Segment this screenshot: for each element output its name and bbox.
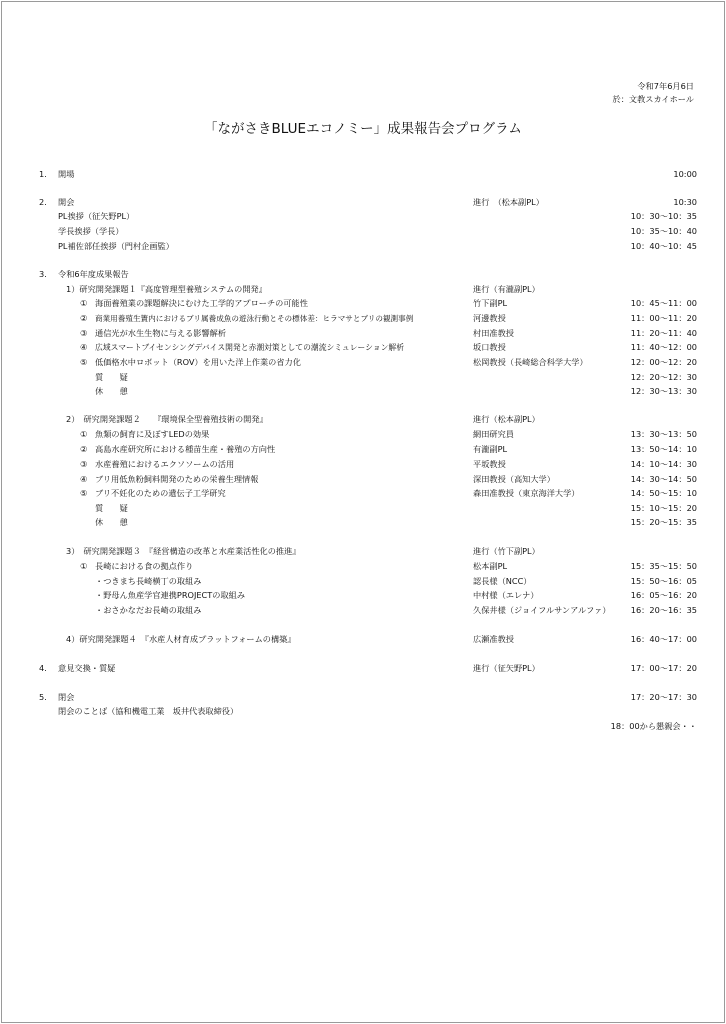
presentation-time: 15：50～16：05 bbox=[630, 576, 697, 586]
presentation-time: 14：30～14：50 bbox=[630, 474, 697, 484]
qa-time: 12：20～12：30 bbox=[630, 372, 697, 382]
section-2-number: 2. bbox=[39, 197, 47, 207]
presentation-time: 14：10～14：30 bbox=[630, 459, 697, 469]
item-number: ④ bbox=[80, 342, 88, 352]
presentation-title: 商業用養殖生簀内におけるブリ属養成魚の遊泳行動とその標体差：ヒラマサとブリの観測事例 bbox=[95, 314, 414, 323]
document-date: 令和7年6月6日 bbox=[637, 81, 694, 91]
research-1-host: 進行（有瀧副PL） bbox=[473, 284, 540, 294]
presentation-time: 13：50～14：10 bbox=[630, 444, 697, 454]
presentation-title: ブリ用低魚粉飼料開発のための栄養生理情報 bbox=[95, 474, 259, 484]
section-5-time: 17：20～17：30 bbox=[630, 692, 697, 702]
presentation-time: 14：50～15：10 bbox=[630, 488, 697, 498]
program-item-label: PL挨拶（征矢野PL） bbox=[58, 211, 135, 221]
presenter: 認長様（NCC） bbox=[473, 576, 532, 586]
presentation-time: 16：05～16：20 bbox=[630, 590, 697, 600]
qa-time: 15：10～15：20 bbox=[630, 503, 697, 513]
item-number: ② bbox=[80, 444, 88, 454]
item-number: ③ bbox=[80, 459, 88, 469]
research-1-title: 1）研究開発課題１『高度管理型養殖システムの開発』 bbox=[66, 284, 267, 294]
presenter: 有瀧副PL bbox=[473, 444, 508, 454]
presenter: 久保井様（ジョイフルサンアルファ） bbox=[473, 605, 611, 615]
document-page bbox=[1, 1, 725, 1023]
program-item-label: 学長挨拶（学長） bbox=[58, 226, 124, 236]
document-venue: 於：文教スカイホール bbox=[612, 94, 694, 104]
section-2-time: 10:30 bbox=[673, 197, 697, 207]
section-5-number: 5. bbox=[39, 692, 47, 702]
presentation-time: 16：20～16：35 bbox=[630, 605, 697, 615]
presentation-title: 広域スマートブイセンシングデバイス開発と赤潮対策としての潮流シミュレーション解析 bbox=[95, 343, 404, 352]
presenter: 松岡教授（長崎総合科学大学） bbox=[473, 357, 588, 367]
presentation-title: 通信光が水生生物に与える影響解析 bbox=[95, 328, 227, 338]
research-4-title: 4）研究開発課題４ 『水産人材育成プラットフォームの構築』 bbox=[66, 634, 296, 644]
research-2-title: 2） 研究開発課題２ 『環境保全型養殖技術の開発』 bbox=[66, 414, 268, 424]
item-number: ① bbox=[80, 298, 88, 308]
research-2-host: 進行（松本副PL） bbox=[473, 414, 540, 424]
section-4-number: 4. bbox=[39, 663, 47, 673]
item-number: ① bbox=[80, 429, 88, 439]
section-4-time: 17：00～17：20 bbox=[630, 663, 697, 673]
presenter: 広瀬准教授 bbox=[473, 634, 514, 644]
break-label: 休 憩 bbox=[95, 517, 128, 527]
closing-remarks: 閉会のことば（協和機電工業 坂井代表取締役） bbox=[58, 706, 239, 716]
reception-note: 18：00から懇親会・・ bbox=[610, 721, 697, 731]
presentation-time: 12：00～12：20 bbox=[630, 357, 697, 367]
sub-presentation-title: ・おさかなだお長崎の取組み bbox=[95, 605, 202, 615]
presentation-time: 13：30～13：50 bbox=[630, 429, 697, 439]
item-number: ④ bbox=[80, 474, 88, 484]
presentation-title: ブリ不妊化のための遺伝子工学研究 bbox=[95, 488, 226, 498]
presenter: 網田研究員 bbox=[473, 429, 514, 439]
presenter: 竹下副PL bbox=[473, 298, 508, 308]
break-label: 休 憩 bbox=[95, 386, 128, 396]
section-1-time: 10:00 bbox=[673, 169, 697, 179]
presenter: 中村様（エレナ） bbox=[473, 590, 539, 600]
presenter: 平坂教授 bbox=[473, 459, 506, 469]
section-1-label: 開場 bbox=[58, 169, 75, 179]
research-3-host: 進行（竹下副PL） bbox=[473, 546, 540, 556]
presenter: 松本副PL bbox=[473, 561, 508, 571]
program-item-time: 10：30～10：35 bbox=[630, 211, 697, 221]
sub-presentation-title: ・つきまち長崎横丁の取組み bbox=[95, 576, 202, 586]
qa-label: 質 疑 bbox=[95, 372, 128, 382]
section-3-label: 令和6年度成果報告 bbox=[58, 269, 129, 279]
presentation-title: 低価格水中ロボット（ROV）を用いた洋上作業の省力化 bbox=[95, 357, 301, 367]
document-title: 「ながさきBLUEエコノミー」成果報告会プログラム bbox=[204, 121, 522, 137]
qa-label: 質 疑 bbox=[95, 503, 128, 513]
presentation-title: 魚類の飼育に及ぼすLEDの効果 bbox=[95, 429, 210, 439]
section-4-label: 意見交換・質疑 bbox=[58, 663, 116, 673]
section-4-host: 進行（征矢野PL） bbox=[473, 663, 540, 673]
presenter: 河邊教授 bbox=[473, 313, 506, 323]
sub-presentation-title: ・野母ん魚産学官連携PROJECTの取組み bbox=[95, 590, 246, 600]
presenter: 深田教授（高知大学） bbox=[473, 474, 555, 484]
presentation-title: 長崎における食の拠点作り bbox=[95, 561, 194, 571]
break-time: 12：30～13：30 bbox=[630, 386, 697, 396]
section-3-number: 3. bbox=[39, 269, 47, 279]
presentation-time: 16：40～17：00 bbox=[630, 634, 697, 644]
research-3-title: 3） 研究開発課題３ 『経営構造の改革と水産業活性化の推進』 bbox=[66, 546, 301, 556]
presenter: 村田准教授 bbox=[473, 328, 514, 338]
section-1-number: 1. bbox=[39, 169, 47, 179]
presentation-time: 11：40～12：00 bbox=[630, 342, 697, 352]
presentation-time: 10：45～11：00 bbox=[630, 298, 697, 308]
program-item-time: 10：35～10：40 bbox=[630, 226, 697, 236]
item-number: ⑤ bbox=[80, 357, 88, 367]
program-item-time: 10：40～10：45 bbox=[630, 241, 697, 251]
section-2-label: 開会 bbox=[58, 197, 75, 207]
break-time: 15：20～15：35 bbox=[630, 517, 697, 527]
presentation-time: 11：20～11：40 bbox=[630, 328, 697, 338]
item-number: ② bbox=[80, 313, 88, 323]
item-number: ① bbox=[80, 561, 88, 571]
program-item-label: PL補佐部任挨拶（門村企画監） bbox=[58, 241, 174, 251]
presentation-title: 海面養殖業の課題解決にむけた工学的アプローチの可能性 bbox=[95, 298, 308, 308]
item-number: ⑤ bbox=[80, 488, 88, 498]
presenter: 坂口教授 bbox=[473, 342, 506, 352]
presentation-time: 15：35～15：50 bbox=[630, 561, 697, 571]
section-2-host: 進行 （松本副PL） bbox=[473, 197, 544, 207]
presenter: 森田准教授（東京海洋大学） bbox=[473, 488, 580, 498]
section-5-label: 閉会 bbox=[58, 692, 75, 702]
presentation-title: 高島水産研究所における種苗生産・養殖の方向性 bbox=[95, 444, 276, 454]
item-number: ③ bbox=[80, 328, 88, 338]
presentation-title: 水産養殖におけるエクソソームの活用 bbox=[95, 459, 235, 469]
presentation-time: 11：00～11：20 bbox=[630, 313, 697, 323]
